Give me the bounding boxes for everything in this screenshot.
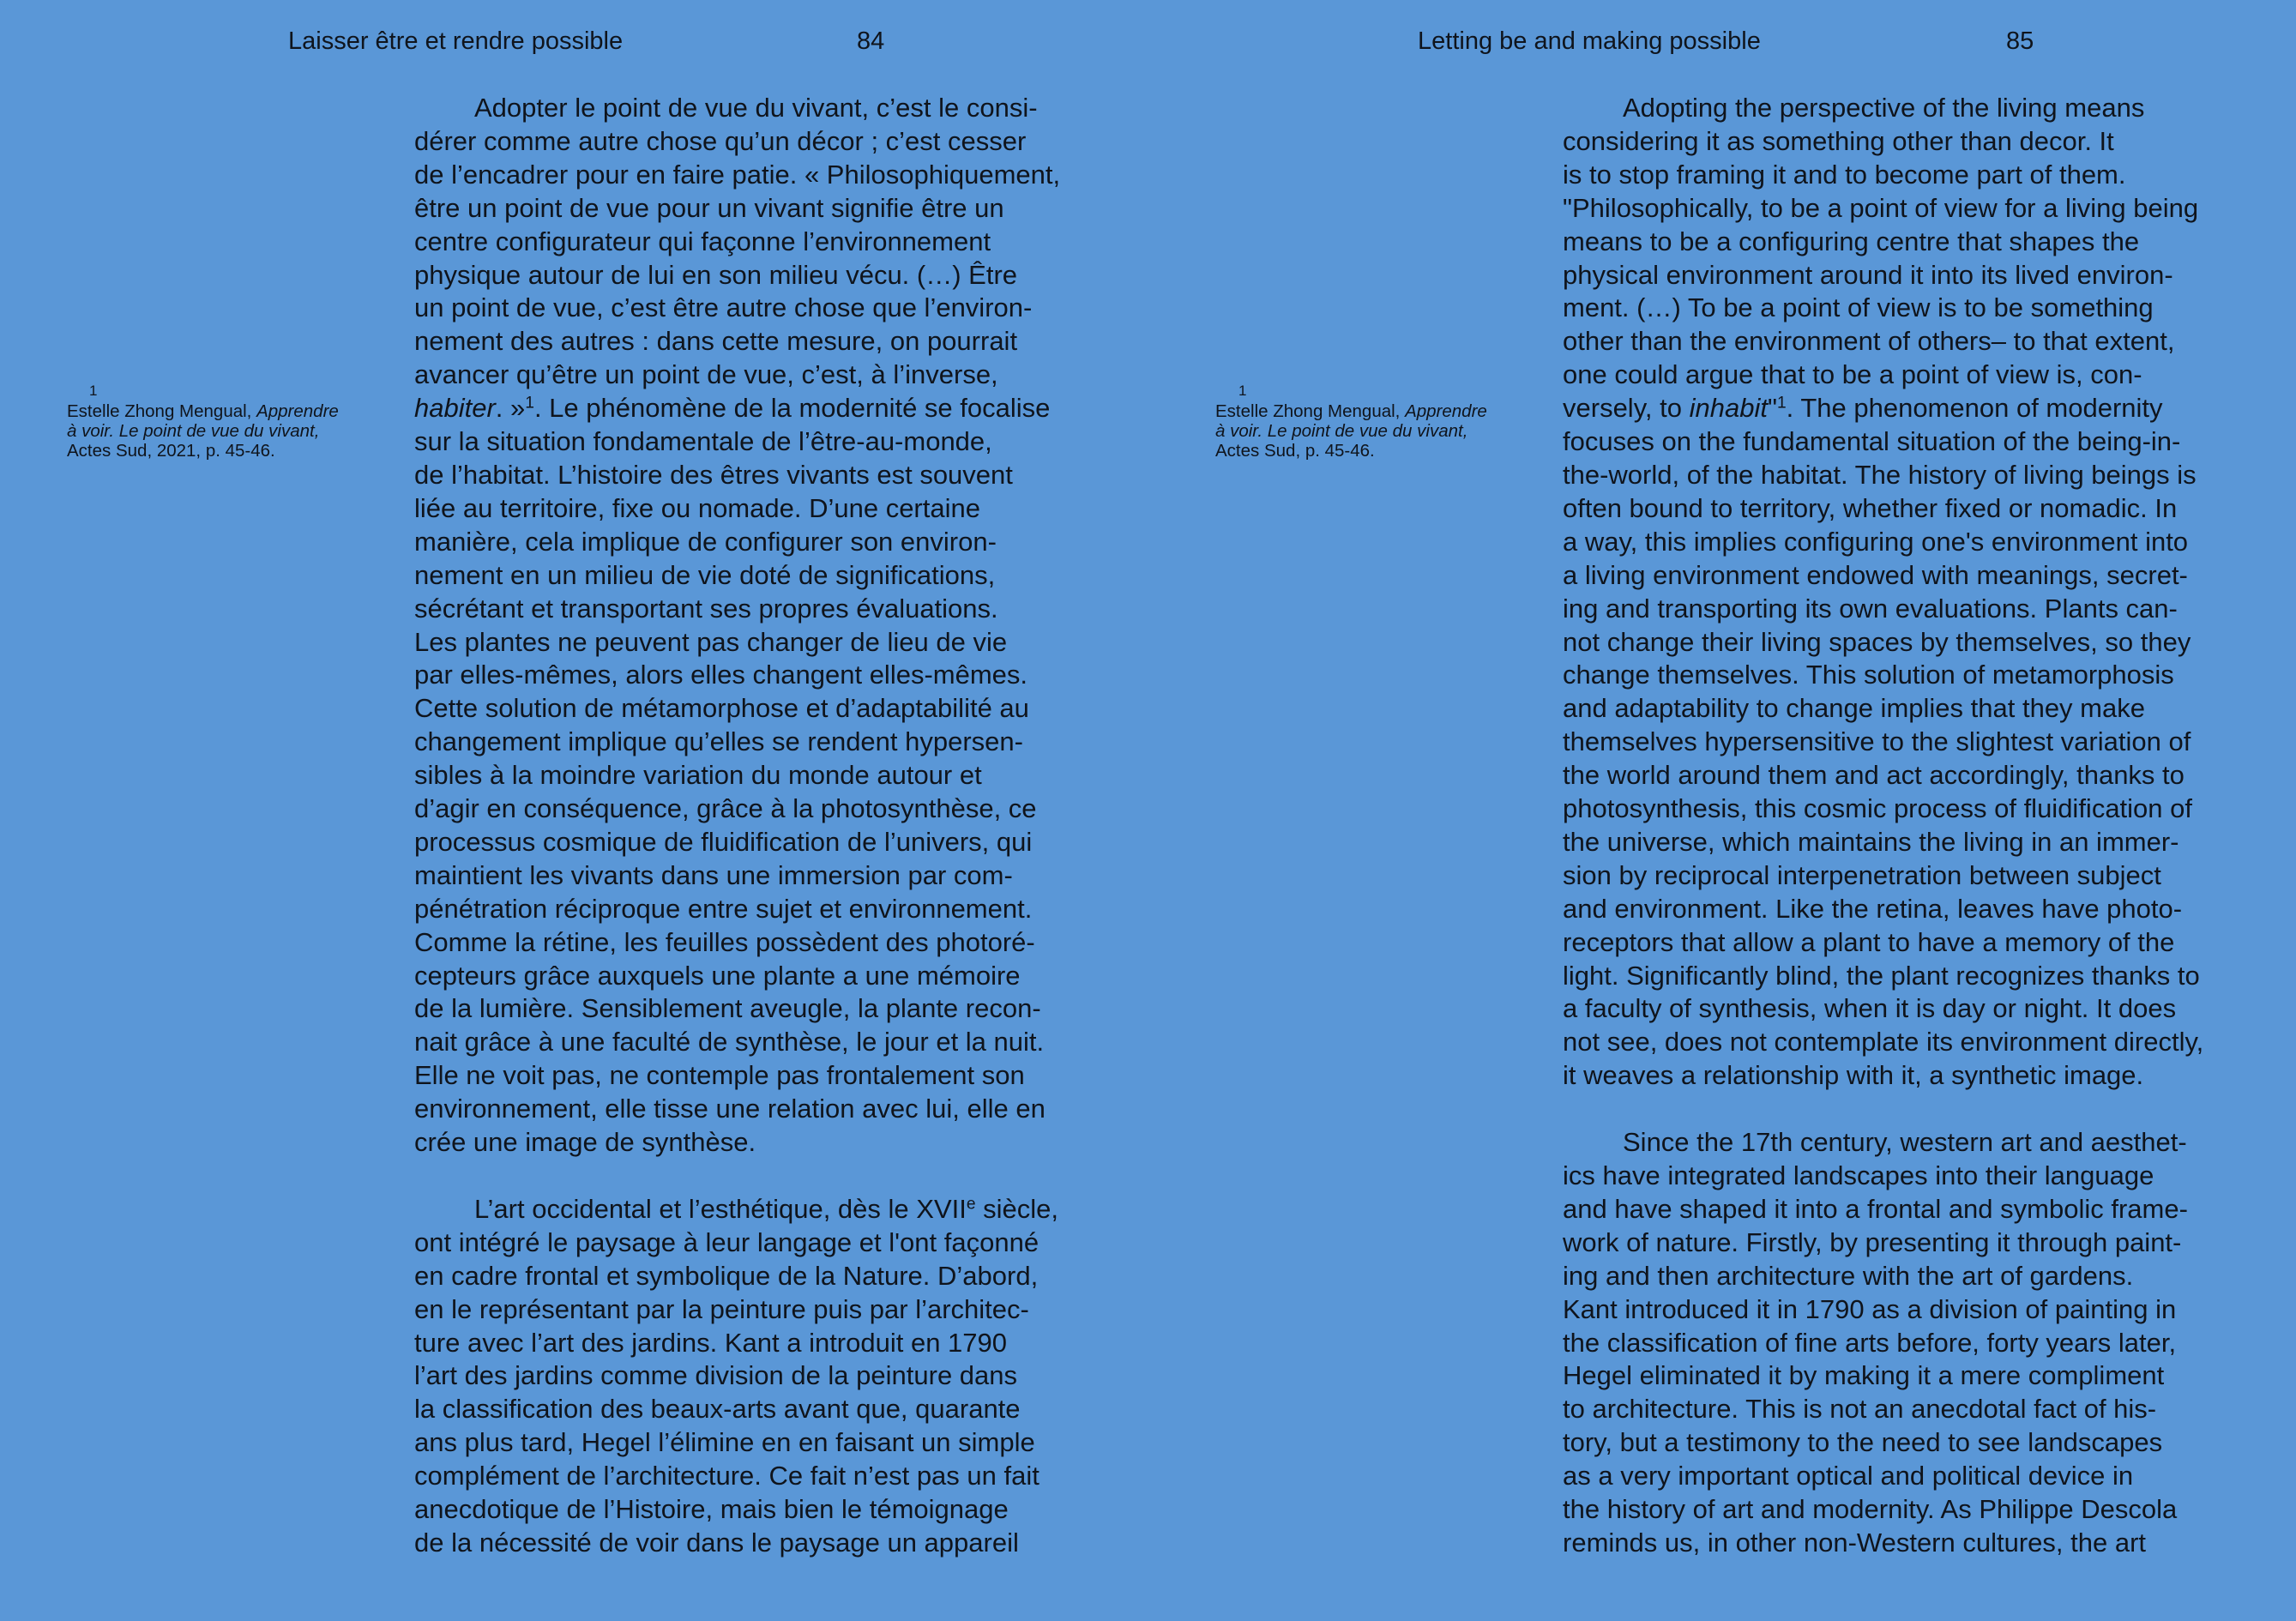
text-line: sur la situation fondamentale de l’être-au-monde, [414,426,992,457]
text-line: Since the 17th century, western art and aesthet- [1623,1127,2187,1158]
text-line: sécrétant et transportant ses propres évaluations. [414,593,998,624]
footnote-text [1215,401,1487,461]
italic-text: à voir. Le point de vue du vivant, [67,421,320,441]
text-line: cepteurs grâce auxquels une plante a une mémoire [414,960,1021,991]
text-line: other than the environment of others– to that extent, [1563,326,2175,357]
text-line: photosynthesis, this cosmic process of fluidification of [1563,793,2193,824]
text-line: d’agir en conséquence, grâce à la photosynthèse, ce [414,793,1037,824]
text-line: sibles à la moindre variation du monde autour et [414,760,982,791]
text-run: Estelle Zhong Mengual, [1215,401,1406,421]
text-line: l’art des jardins comme division de la peinture dans [414,1360,1018,1391]
text-line: maintient les vivants dans une immersion par com- [414,859,1013,890]
text-line: and have shaped it into a frontal and symbolic frame- [1563,1193,2188,1224]
right-page [1148,0,2296,1621]
text-line: means to be a configuring centre that shapes the [1563,226,2140,256]
italic-text: habiter [414,393,496,424]
text-line: physical environment around it into its lived environ- [1563,259,2173,290]
text-line: Adopter le point de vue du vivant, c’est le consi- [474,93,1038,123]
text-line: not see, does not contemplate its environment directly, [1563,1027,2204,1058]
text-line: reminds us, in other non-Western cultures, the art [1563,1527,2147,1558]
text-line [1215,421,1487,441]
paragraph [414,92,1060,1160]
text-line: un point de vue, c’est être autre chose que l’environ- [414,292,1033,323]
text-line: considering it as something other than decor. It [1563,125,2114,156]
text-line: Hegel eliminated it by making it a mere compliment [1563,1360,2165,1391]
text-line: as a very important optical and political device in [1563,1461,2134,1491]
paragraph [1563,92,2203,1093]
text-line: complément de l’architecture. Ce fait n’est pas un fait [414,1461,1040,1491]
text-line: a faculty of synthesis, when it is day or night. It does [1563,993,2177,1024]
text-line: en cadre frontal et symbolique de la Nature. D’abord, [414,1260,1039,1291]
text-run: versely, to [1563,393,1690,424]
text-line: is to stop framing it and to become part of them. [1563,159,2126,190]
text-line: pénétration réciproque entre sujet et environnement. [414,893,1033,924]
text-line: de la nécessité de voir dans le paysage un appareil [414,1527,1019,1558]
text-line: ing and then architecture with the art of gardens. [1563,1260,2134,1291]
superscript: 1 [1776,394,1787,413]
text-line: physique autour de lui en son milieu vécu. (…) Être [414,259,1018,290]
text-line: Actes Sud, p. 45-46. [1215,441,1375,461]
text-line: Comme la rétine, les feuilles possèdent des photoré- [414,926,1035,957]
text-line: work of nature. Firstly, by presenting it through paint- [1563,1226,2182,1257]
text-line: nait grâce à une faculté de synthèse, le jour et la nuit. [414,1027,1045,1058]
text-line: ics have integrated landscapes into their language [1563,1160,2154,1190]
superscript: e [966,1195,976,1214]
text-line: de l’encadrer pour en faire patie. « Philosophiquement, [414,159,1061,190]
text-line: de l’habitat. L’histoire des êtres vivants est souvent [414,459,1013,490]
text-line: ans plus tard, Hegel l’élimine en en faisant un simple [414,1427,1035,1458]
text-line: centre configurateur qui façonne l’environnement [414,226,991,256]
text-line: receptors that allow a plant to have a memory of the [1563,926,2175,957]
text-run: . The phenomenon of modernity [1786,393,2163,424]
text-line [1563,392,2203,425]
text-line: the universe, which maintains the living in an immer- [1563,826,2179,857]
text-line: nement des autres : dans cette mesure, on pourrait [414,326,1018,357]
text-line: manière, cela implique de configurer son environ- [414,526,997,557]
text-line: nement en un milieu de vie doté de significations, [414,559,996,590]
text-line: changement implique qu’elles se rendent hypersen- [414,726,1023,757]
text-run: . » [495,393,526,424]
text-line: themselves hypersensitive to the slightest variation of [1563,726,2191,757]
text-line: "Philosophically, to be a point of view for a living being [1563,192,2199,223]
text-line: the world around them and act accordingly, thanks to [1563,760,2185,791]
text-line [414,1193,1060,1226]
text-line: être un point de vue pour un vivant signifie être un [414,192,1004,223]
text-line: the-world, of the habitat. The history of living beings is [1563,459,2197,490]
text-line [67,421,339,441]
text-line: change themselves. This solution of metamorphosis [1563,660,2174,690]
text-line: avancer qu’être un point de vue, c’est, à l’inverse, [414,359,998,390]
text-line: crée une image de synthèse. [414,1127,756,1158]
text-line: Cette solution de métamorphose et d’adaptabilité au [414,693,1029,724]
text-line: environnement, elle tisse une relation avec lui, elle en [414,1094,1046,1124]
text-line [414,392,1060,425]
text-run: L’art occidental et l’esthétique, dès le XVII [474,1193,967,1224]
text-line: ture avec l’art des jardins. Kant a introduit en 1790 [414,1327,1008,1358]
text-line: tory, but a testimony to the need to see landscapes [1563,1427,2163,1458]
text-line: anecdotique de l’Histoire, mais bien le témoignage [414,1494,1009,1525]
footnote-number: 1 [89,383,98,399]
superscript: 1 [525,394,534,413]
text-line: Actes Sud, 2021, p. 45-46. [67,441,275,461]
text-line: Adopting the perspective of the living means [1623,93,2145,123]
text-line: one could argue that to be a point of view is, con- [1563,359,2142,390]
running-title: Laisser être et rendre possible [288,27,624,55]
italic-text: à voir. Le point de vue du vivant, [1215,421,1468,441]
italic-text: Apprendre [256,401,339,421]
paragraph [414,1193,1060,1560]
text-line: and adaptability to change implies that they make [1563,693,2145,724]
text-line: sion by reciprocal interpenetration between subject [1563,859,2161,890]
text-run: Estelle Zhong Mengual, [67,401,257,421]
text-line [67,401,339,421]
text-line: it weaves a relationship with it, a synthetic image. [1563,1060,2144,1091]
text-line: ing and transporting its own evaluations. Plants can- [1563,593,2178,624]
text-line: not change their living spaces by themselves, so they [1563,626,2191,657]
body-text [414,92,1060,1560]
text-line: the classification of fine arts before, forty years later, [1563,1327,2177,1358]
italic-text: inhabit [1689,393,1768,424]
text-line: Elle ne voit pas, ne contemple pas frontalement son [414,1060,1025,1091]
text-line: the history of art and modernity. As Philippe Descola [1563,1494,2178,1525]
text-line: ment. (…) To be a point of view is to be something [1563,292,2154,323]
text-line: a way, this implies configuring one's environment into [1563,526,2189,557]
page-number: 85 [2006,27,2034,55]
text-line: Kant introduced it in 1790 as a division of painting in [1563,1293,2177,1324]
footnote-text [67,401,339,461]
text-run: . Le phénomène de la modernité se focalise [533,393,1051,424]
text-line: de la lumière. Sensiblement aveugle, la plante recon- [414,993,1041,1024]
paragraph [1563,1126,2203,1560]
text-line: dérer comme autre chose qu’un décor ; c’est cesser [414,125,1027,156]
text-run: siècle, [975,1193,1059,1224]
italic-text: Apprendre [1405,401,1487,421]
text-line: often bound to territory, whether fixed or nomadic. In [1563,492,2178,523]
text-line: a living environment endowed with meanings, secret- [1563,559,2188,590]
text-line: processus cosmique de fluidification de l’univers, qui [414,826,1033,857]
text-line: en le représentant par la peinture puis par l’architec- [414,1293,1029,1324]
text-line: liée au territoire, fixe ou nomade. D’une certaine [414,492,980,523]
body-text [1563,92,2203,1560]
footnote-number: 1 [1238,383,1247,399]
running-title: Letting be and making possible [1418,27,1761,55]
text-line: to architecture. This is not an anecdotal fact of his- [1563,1394,2157,1425]
text-line: ont intégré le paysage à leur langage et l'ont façonné [414,1226,1040,1257]
text-line: light. Significantly blind, the plant recognizes thanks to [1563,960,2200,991]
text-line: focuses on the fundamental situation of the being-in- [1563,426,2181,457]
text-line: la classification des beaux-arts avant que, quarante [414,1394,1021,1425]
page-number: 84 [857,27,885,55]
text-line: and environment. Like the retina, leaves have photo- [1563,893,2183,924]
text-run: " [1767,393,1777,424]
text-line [1215,401,1487,421]
text-line: par elles-mêmes, alors elles changent elles-mêmes. [414,660,1028,690]
text-line: Les plantes ne peuvent pas changer de lieu de vie [414,626,1008,657]
